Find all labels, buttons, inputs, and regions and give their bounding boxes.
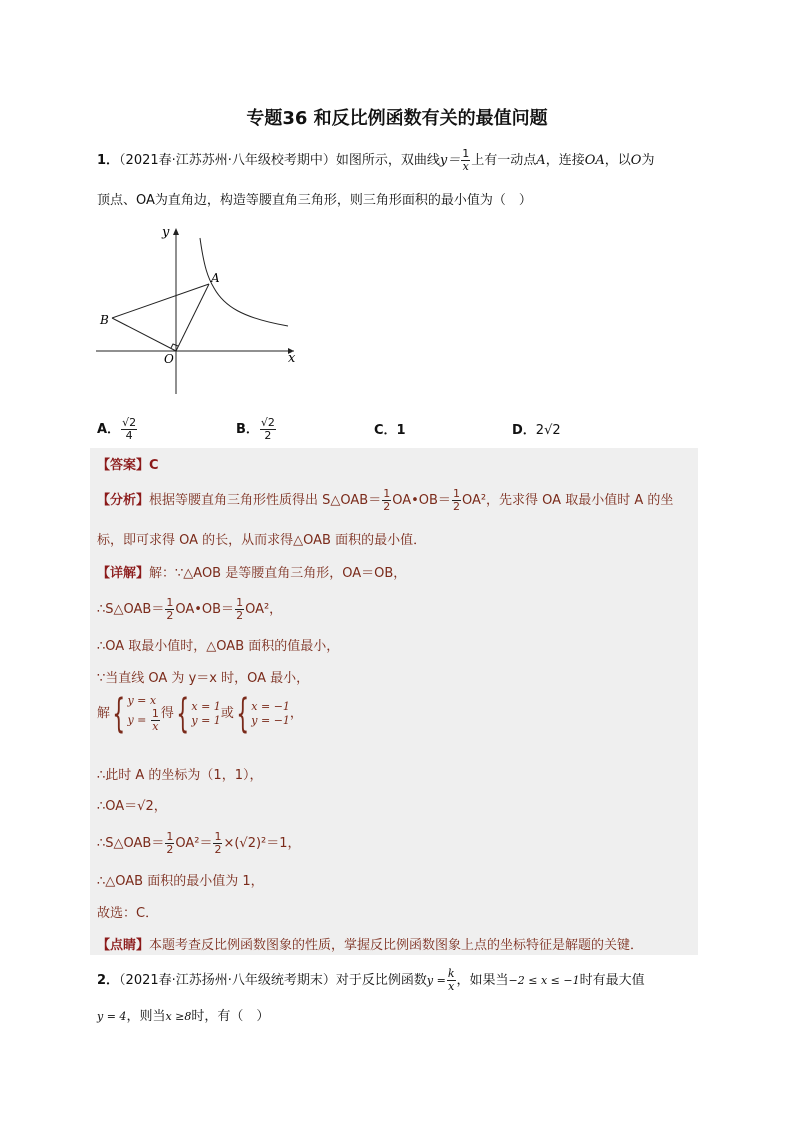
y-axis-arrow (173, 228, 179, 235)
answer-line (97, 454, 159, 473)
hyperbola-figure (92, 222, 307, 397)
option-c[interactable]: C．1 (374, 423, 406, 438)
question-text: 如图所示，双曲线 (335, 153, 440, 168)
option-d[interactable]: D．2√2 (512, 423, 561, 438)
question-number: 1． (97, 153, 120, 168)
label-x: x (288, 351, 296, 366)
var-oa: OA (584, 153, 605, 168)
analysis-line-1: 【分析】根据等腰直角三角形性质得出 S△OAB＝ $\frac{1}{2}$ OA•OB＝ $\frac{1}{2}$ OA²，先求得 OA 取最小值时 A 的坐 (97, 487, 674, 513)
question-text: 为 (641, 153, 655, 168)
detail-system: 解{ y = x y = $\frac{1}{x}$ 得{ x = 1 y = 1 或{ x = −1 y = −1 ， (97, 690, 303, 737)
var-o: O (630, 153, 642, 168)
question-number: 2． (97, 973, 120, 988)
label-y: y (162, 225, 170, 240)
answer-value: C (149, 458, 159, 473)
question-source: （2021春·江苏苏州·八年级校考期中） (119, 153, 336, 168)
label-a: A (211, 271, 220, 285)
right-angle-mark (171, 344, 178, 348)
option-b[interactable]: B． $\frac{√2}{2}$ (236, 416, 275, 442)
question-2-line-1: 2．（2021春·江苏扬州·八年级统考期末）对于反比例函数y = $\frac{k}{x}$ ，如果当−2 ≤ x ≤ −1时有最大值 (97, 967, 645, 993)
analysis-line-2: 标，即可求得 OA 的长，从而求得△OAB 面积的最小值． (97, 533, 427, 548)
var-a: A (536, 153, 546, 168)
label-b: B (100, 313, 109, 327)
detail-line-1: 【详解】解：∵△AOB 是等腰直角三角形，OA＝OB， (97, 566, 407, 581)
detail-line-6: ∴此时 A 的坐标为（1，1）， (97, 768, 263, 783)
question-text: ，以 (604, 153, 631, 168)
question-2-line-2: y = 4，则当x ≥8时，有（ ） (97, 1009, 270, 1024)
question-1-line-1 (97, 148, 654, 173)
detail-line-10: 故选：C． (97, 906, 159, 921)
function-fraction: $\frac{1}{x}$ (462, 147, 470, 173)
page-title: 专题36 和反比例函数有关的最值问题 (246, 108, 548, 129)
detail-line-9: ∴△OAB 面积的最小值为 1， (97, 874, 264, 889)
comment-line: 【点睛】本题考查反比例函数图象的性质，掌握反比例函数图象上点的坐标特征是解题的关键． (97, 938, 644, 953)
question-1-line-2: 顶点、OA为直角边，构造等腰直角三角形，则三角形面积的最小值为（ ） (97, 193, 532, 208)
answer-tag: 【答案】 (97, 458, 150, 473)
detail-tag: 【详解】 (97, 566, 150, 581)
detail-line-8: ∴S△OAB＝ $\frac{1}{2}$ OA²＝ $\frac{1}{2}$ ×(√2)²＝1， (97, 830, 301, 856)
question-text: 上有一动点 (471, 153, 537, 168)
detail-line-4: ∵当直线 OA 为 y＝x 时，OA 最小， (97, 671, 310, 686)
option-a[interactable]: A． $\frac{√2}{4}$ (97, 416, 137, 442)
detail-line-2: ∴S△OAB＝ $\frac{1}{2}$ OA•OB＝ $\frac{1}{2}$ OA²， (97, 596, 283, 622)
detail-line-3: ∴OA 取最小值时，△OAB 面积的值最小， (97, 639, 340, 654)
function-lhs: y＝ (439, 153, 461, 168)
question-text: ，连接 (545, 153, 585, 168)
detail-line-7: ∴OA＝√2， (97, 799, 167, 814)
segment-ob (112, 318, 176, 351)
analysis-tag: 【分析】 (97, 493, 150, 508)
label-o: O (164, 352, 174, 366)
question-source: （2021春·江苏扬州·八年级统考期末） (119, 973, 336, 988)
comment-tag: 【点睛】 (97, 938, 150, 953)
